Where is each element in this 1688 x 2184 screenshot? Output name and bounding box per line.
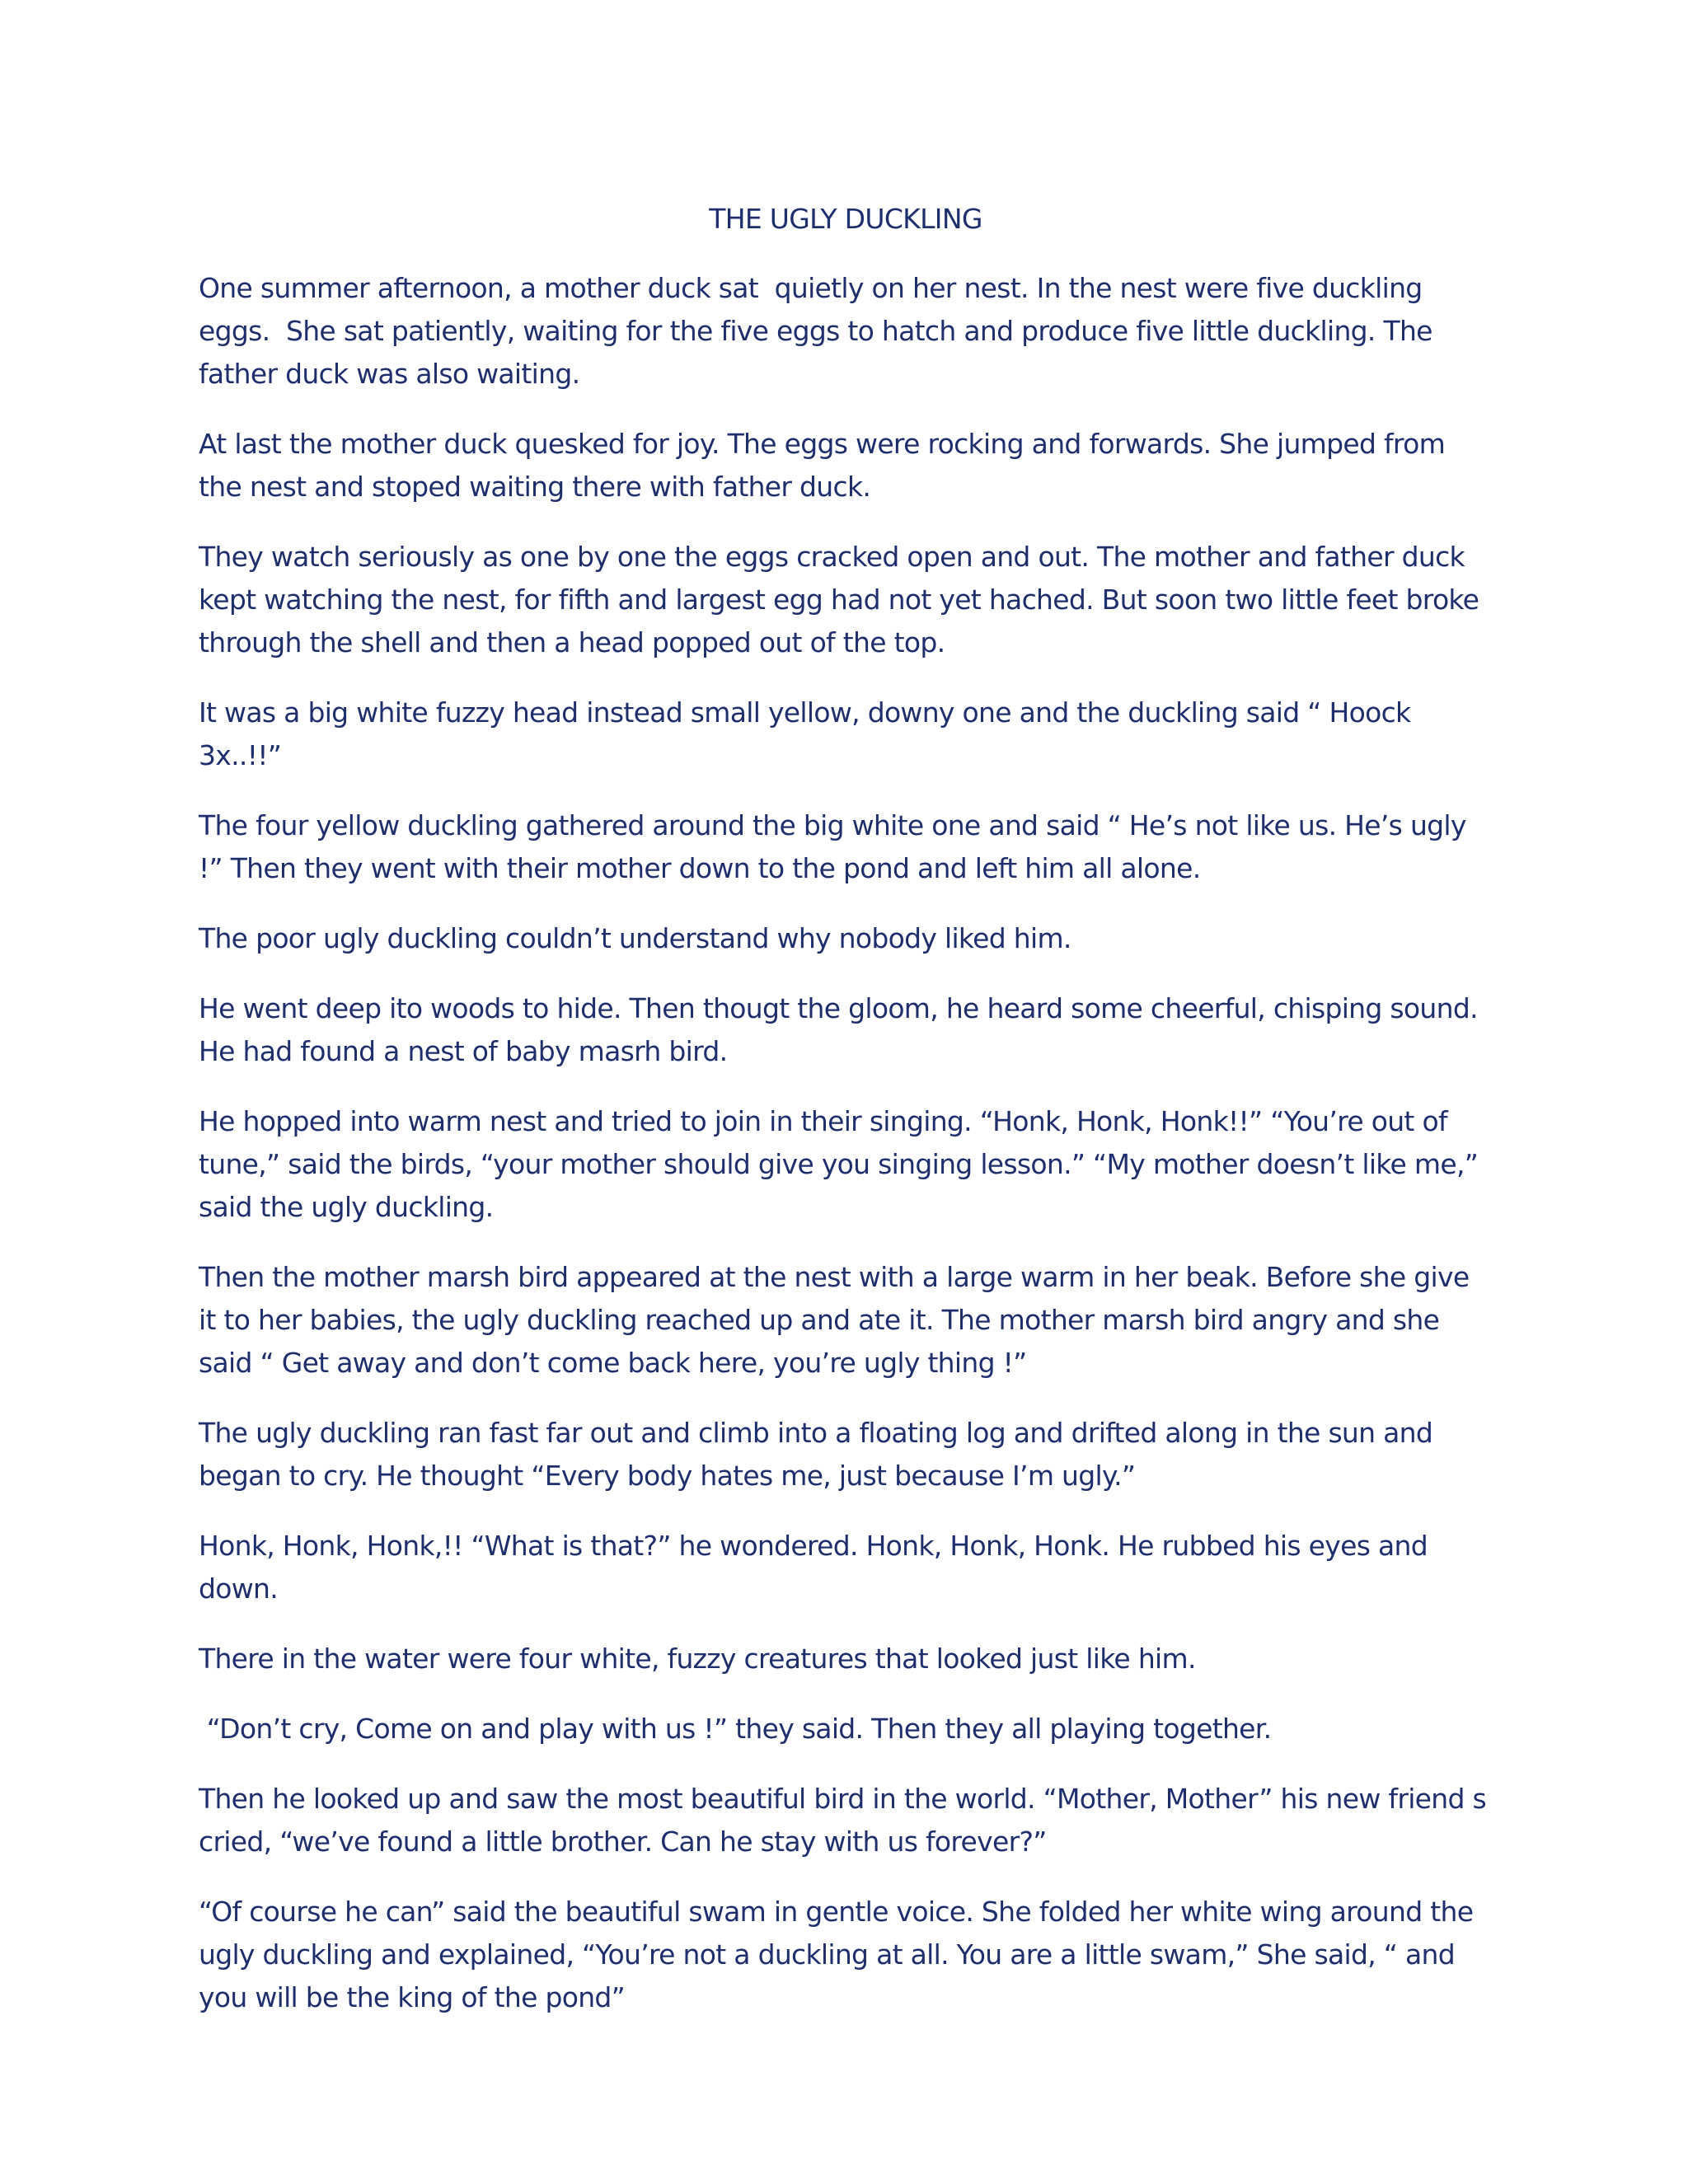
paragraph-3: They watch seriously as one by one the eggs cracked open and out. The mother and father duck kept watching the nest, for fifth and largest egg had not yet hached. But soon two little feet broke through the shell and then a head popped out of the top. bbox=[199, 541, 1488, 658]
paragraph-8: He hopped into warm nest and tried to join in their singing. “Honk, Honk, Honk!!” “You’re out of tune,” said the birds, “your mother should give you singing lesson.” “My mother doesn’t like me,” said the ugly duckling. bbox=[199, 1105, 1486, 1223]
paragraph-15: “Of course he can” said the beautiful swam in gentle voice. She folded her white wing around the ugly duckling and explained, “You’re not a duckling at all. You are a little swam,” She said, “ and you will be the king of the pond” bbox=[199, 1896, 1482, 2013]
document-body bbox=[199, 198, 1493, 2046]
paragraph-14: Then he looked up and saw the most beautiful bird in the world. “Mother, Mother” his new friend s cried, “we’ve found a little brother. Can he stay with us forever?” bbox=[199, 1783, 1494, 1858]
paragraph-9: Then the mother marsh bird appeared at the nest with a large warm in her beak. Before she give it to her babies, the ugly duckling reached up and ate it. The mother marsh bird angry and she said “ Get away and don’t come back here, you’re ugly thing !” bbox=[199, 1261, 1478, 1379]
paragraph-4: It was a big white fuzzy head instead small yellow, downy one and the duckling said “ Hoock 3x..!!” bbox=[199, 696, 1419, 771]
paragraph-1: One summer afternoon, a mother duck sat quietly on her nest. In the nest were five duckling eggs. She sat patiently, waiting for the five eggs to hatch and produce five little duckling. The father duck was also waiting. bbox=[199, 272, 1441, 390]
paragraph-5: The four yellow duckling gathered around the big white one and said “ He’s not like us. He’s ugly !” Then they went with their mother down to the pond and left him all alone. bbox=[199, 809, 1475, 884]
paragraph-7: He went deep ito woods to hide. Then thougt the gloom, he heard some cheerful, chisping sound. He had found a nest of baby masrh bird. bbox=[199, 992, 1486, 1067]
paragraph-10: The ugly duckling ran fast far out and climb into a floating log and drifted along in the sun and began to cry. He thought “Every body hates me, just because I’m ugly.” bbox=[199, 1417, 1441, 1492]
document-title: THE UGLY DUCKLING bbox=[709, 203, 982, 235]
paragraph-2: At last the mother duck quesked for joy. The eggs were rocking and forwards. She jumped from the nest and stoped waiting there with father duck. bbox=[199, 428, 1453, 503]
paragraph-6: The poor ugly duckling couldn’t understand why nobody liked him. bbox=[199, 922, 1071, 954]
paragraph-12: There in the water were four white, fuzzy creatures that looked just like him. bbox=[199, 1643, 1196, 1675]
paragraph-11: Honk, Honk, Honk,!! “What is that?” he wondered. Honk, Honk, Honk. He rubbed his eyes and down. bbox=[199, 1530, 1436, 1605]
paragraph-13: “Don’t cry, Come on and play with us !” they said. Then they all playing together. bbox=[199, 1713, 1272, 1745]
